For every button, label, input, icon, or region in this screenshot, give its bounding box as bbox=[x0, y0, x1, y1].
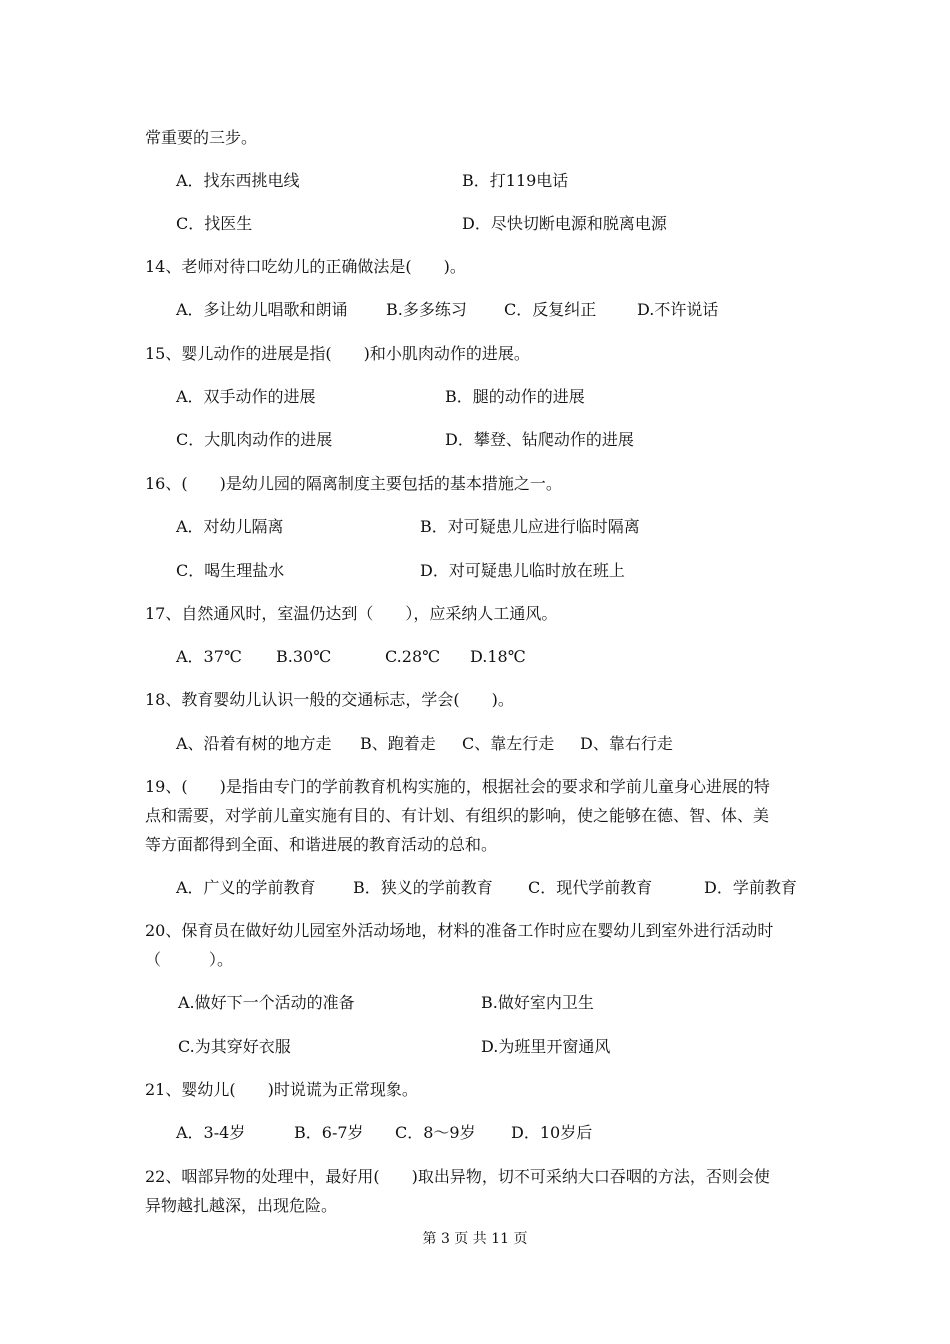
q19-option-b: B．狭义的学前教育 bbox=[353, 878, 493, 897]
question-18: 18、教育婴幼儿认识一般的交通标志，学会( )。 bbox=[145, 690, 514, 709]
question-21: 21、婴幼儿( )时说谎为正常现象。 bbox=[145, 1080, 418, 1099]
q20-option-a: A.做好下一个活动的准备 bbox=[178, 993, 355, 1012]
q19-option-c: C．现代学前教育 bbox=[528, 878, 653, 897]
q17-option-a: A．37℃ bbox=[176, 647, 242, 666]
q16-option-d: D．对可疑患儿临时放在班上 bbox=[420, 561, 625, 580]
q16-option-a: A．对幼儿隔离 bbox=[176, 517, 284, 536]
question-22-line-1: 22、咽部异物的处理中，最好用( )取出异物，切不可采纳大口吞咽的方法，否则会使 bbox=[145, 1167, 770, 1186]
q20-option-c: C.为其穿好衣服 bbox=[178, 1037, 291, 1056]
q21-option-d: D．10岁后 bbox=[511, 1123, 593, 1142]
q19-option-d: D．学前教育 bbox=[704, 878, 797, 897]
question-14: 14、老师对待口吃幼儿的正确做法是( )。 bbox=[145, 257, 466, 276]
q20-option-d: D.为班里开窗通风 bbox=[481, 1037, 611, 1056]
question-20-line-2: （ ）。 bbox=[145, 950, 234, 969]
q15-option-b: B．腿的动作的进展 bbox=[445, 387, 585, 406]
q21-option-a: A．3-4岁 bbox=[176, 1123, 246, 1142]
question-16: 16、( )是幼儿园的隔离制度主要包括的基本措施之一。 bbox=[145, 474, 562, 493]
q17-option-d: D.18℃ bbox=[470, 647, 526, 666]
q19-option-a: A．广义的学前教育 bbox=[176, 878, 316, 897]
q18-option-a: A、沿着有树的地方走 bbox=[176, 734, 332, 753]
q18-option-b: B、跑着走 bbox=[360, 734, 436, 753]
q13-option-a: A．找东西挑电线 bbox=[176, 171, 300, 190]
q18-option-c: C、靠左行走 bbox=[462, 734, 555, 753]
question-13-continuation: 常重要的三步。 bbox=[145, 128, 258, 147]
q13-option-c: C．找医生 bbox=[176, 214, 253, 233]
question-19-line-1: 19、( )是指由专门的学前教育机构实施的，根据社会的要求和学前儿童身心进展的特 bbox=[145, 777, 770, 796]
question-17: 17、自然通风时，室温仍达到（ ），应采纳人工通风。 bbox=[145, 604, 558, 623]
page-footer: 第 3 页 共 11 页 bbox=[422, 1231, 528, 1247]
q15-option-d: D．攀登、钻爬动作的进展 bbox=[445, 430, 634, 449]
q13-option-b: B．打119电话 bbox=[462, 171, 569, 190]
question-19-line-2: 点和需要，对学前儿童实施有目的、有计划、有组织的影响，使之能够在德、智、体、美 bbox=[145, 806, 770, 825]
q14-option-d: D.不许说话 bbox=[637, 300, 719, 319]
question-20-line-1: 20、保育员在做好幼儿园室外活动场地，材料的准备工作时应在婴幼儿到室外进行活动时 bbox=[145, 921, 774, 940]
q20-option-b: B.做好室内卫生 bbox=[481, 993, 594, 1012]
q14-option-c: C．反复纠正 bbox=[504, 300, 597, 319]
q14-option-b: B.多多练习 bbox=[386, 300, 467, 319]
question-19-line-3: 等方面都得到全面、和谐进展的教育活动的总和。 bbox=[145, 835, 498, 854]
q15-option-a: A．双手动作的进展 bbox=[176, 387, 316, 406]
question-15: 15、婴儿动作的进展是指( )和小肌肉动作的进展。 bbox=[145, 344, 530, 363]
q17-option-c: C.28℃ bbox=[385, 647, 441, 666]
q21-option-b: B．6-7岁 bbox=[294, 1123, 364, 1142]
q16-option-b: B．对可疑患儿应进行临时隔离 bbox=[420, 517, 640, 536]
question-22-line-2: 异物越扎越深，出现危险。 bbox=[145, 1196, 338, 1215]
q17-option-b: B.30℃ bbox=[276, 647, 332, 666]
q13-option-d: D．尽快切断电源和脱离电源 bbox=[462, 214, 667, 233]
q15-option-c: C．大肌肉动作的进展 bbox=[176, 430, 333, 449]
q18-option-d: D、靠右行走 bbox=[580, 734, 673, 753]
q16-option-c: C．喝生理盐水 bbox=[176, 561, 285, 580]
q21-option-c: C．8～9岁 bbox=[395, 1123, 476, 1142]
q14-option-a: A．多让幼儿唱歌和朗诵 bbox=[176, 300, 348, 319]
